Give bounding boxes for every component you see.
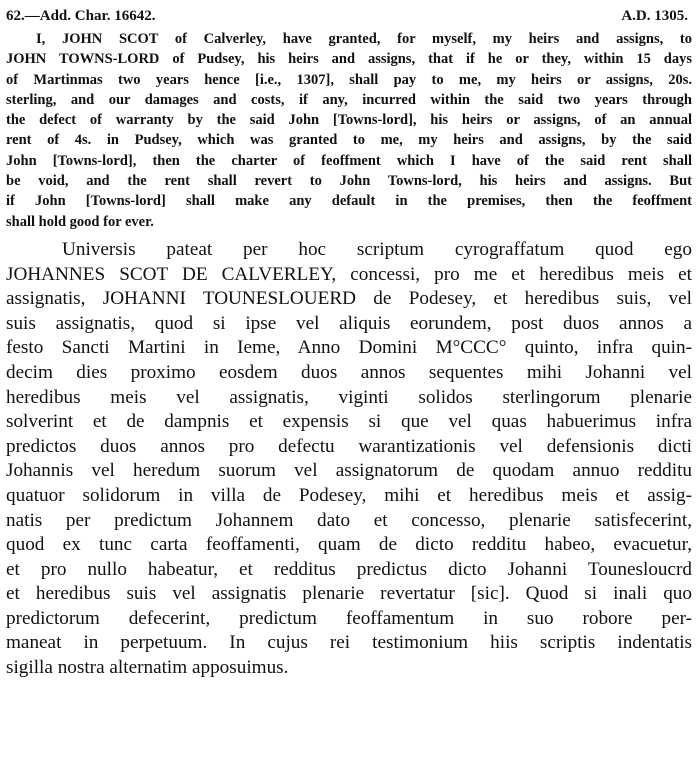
- latin-line: suis assignatis, quod si ipse vel aliquis eorundem, post duos annos a: [6, 312, 692, 334]
- latin-line: predictorum defecerint, predictum feoffamentum in suo robore per-: [6, 607, 692, 629]
- latin-line: predictos duos annos pro defectu warantizationis vel defensionis dicti: [6, 435, 692, 457]
- page-header: [6, 6, 692, 26]
- latin-line: decim dies proximo eosdem duos annos sequentes mihi Johanni vel: [6, 361, 692, 383]
- latin-line: et pro nullo habeatur, et redditus predictus dicto Johanni Tounesloucrd: [6, 558, 692, 580]
- summary-line: sterling, and our damages and costs, if any, incurred within the said two years through: [6, 91, 692, 108]
- charter-date: A.D. 1305.: [621, 8, 688, 24]
- summary-line: be void, and the rent shall revert to John Towns-lord, his heirs and assigns. But: [6, 173, 692, 190]
- latin-line: maneat in perpetuum. In cujus rei testimonium hiis scriptis indentatis: [6, 632, 692, 654]
- latin-line: quod ex tunc carta feoffamenti, quam de dicto redditu habeo, evacuetur,: [6, 534, 692, 556]
- latin-line: et heredibus suis vel assignatis plenarie revertatur [sic]. Quod si inali quo: [6, 583, 692, 605]
- summary-line: I, JOHN SCOT of Calverley, have granted, for myself, my heirs and assigns, to: [36, 31, 692, 47]
- latin-line: JOHANNES SCOT DE CALVERLEY, concessi, pro me et heredibus meis et: [6, 263, 692, 285]
- charter-reference: 62.—Add. Char. 16642.: [6, 8, 156, 24]
- latin-text: [6, 238, 692, 681]
- latin-line: heredibus meis vel assignatis, viginti solidos sterlingorum plenarie: [6, 386, 692, 408]
- latin-line: natis per predictum Johannem dato et concesso, plenarie satisfecerint,: [6, 509, 692, 531]
- summary-line: of Martinmas two years hence [i.e., 1307], shall pay to me, my heirs or assigns, 20s.: [6, 71, 692, 88]
- latin-line: festo Sancti Martini in Ieme, Anno Domini M°CCC° quinto, infra quin-: [6, 337, 692, 359]
- latin-line: Johannis vel heredum suorum vel assignatorum de quodam annuo redditu: [6, 460, 692, 482]
- summary-line: John [Towns-lord], then the charter of feoffment which I have of the said rent shall: [6, 152, 692, 169]
- summary-line: shall hold good for ever.: [6, 213, 154, 230]
- latin-line: solverint et de dampnis et expensis si que vel quas habuerimus infra: [6, 411, 692, 433]
- summary-line: JOHN TOWNS-LORD of Pudsey, his heirs and assigns, that if he or they, within 15 days: [6, 51, 692, 68]
- english-summary: [6, 29, 692, 232]
- summary-line: the defect of warranty by the said John [Towns-lord], his heirs or assigns, of an annual: [6, 112, 692, 129]
- latin-line: assignatis, JOHANNI TOUNESLOUERD de Podesey, et heredibus suis, vel: [6, 288, 692, 310]
- latin-line: Universis pateat per hoc scriptum cyrograffatum quod ego: [62, 238, 692, 260]
- latin-line: quatuor solidorum in villa de Podesey, mihi et heredibus meis et assig-: [6, 484, 692, 506]
- summary-line: if John [Towns-lord] shall make any default in the premises, then the feoffment: [6, 193, 692, 210]
- latin-line: sigilla nostra alternatim apposuimus.: [6, 657, 289, 679]
- summary-line: rent of 4s. in Pudsey, which was granted to me, my heirs and assigns, by the said: [6, 132, 692, 149]
